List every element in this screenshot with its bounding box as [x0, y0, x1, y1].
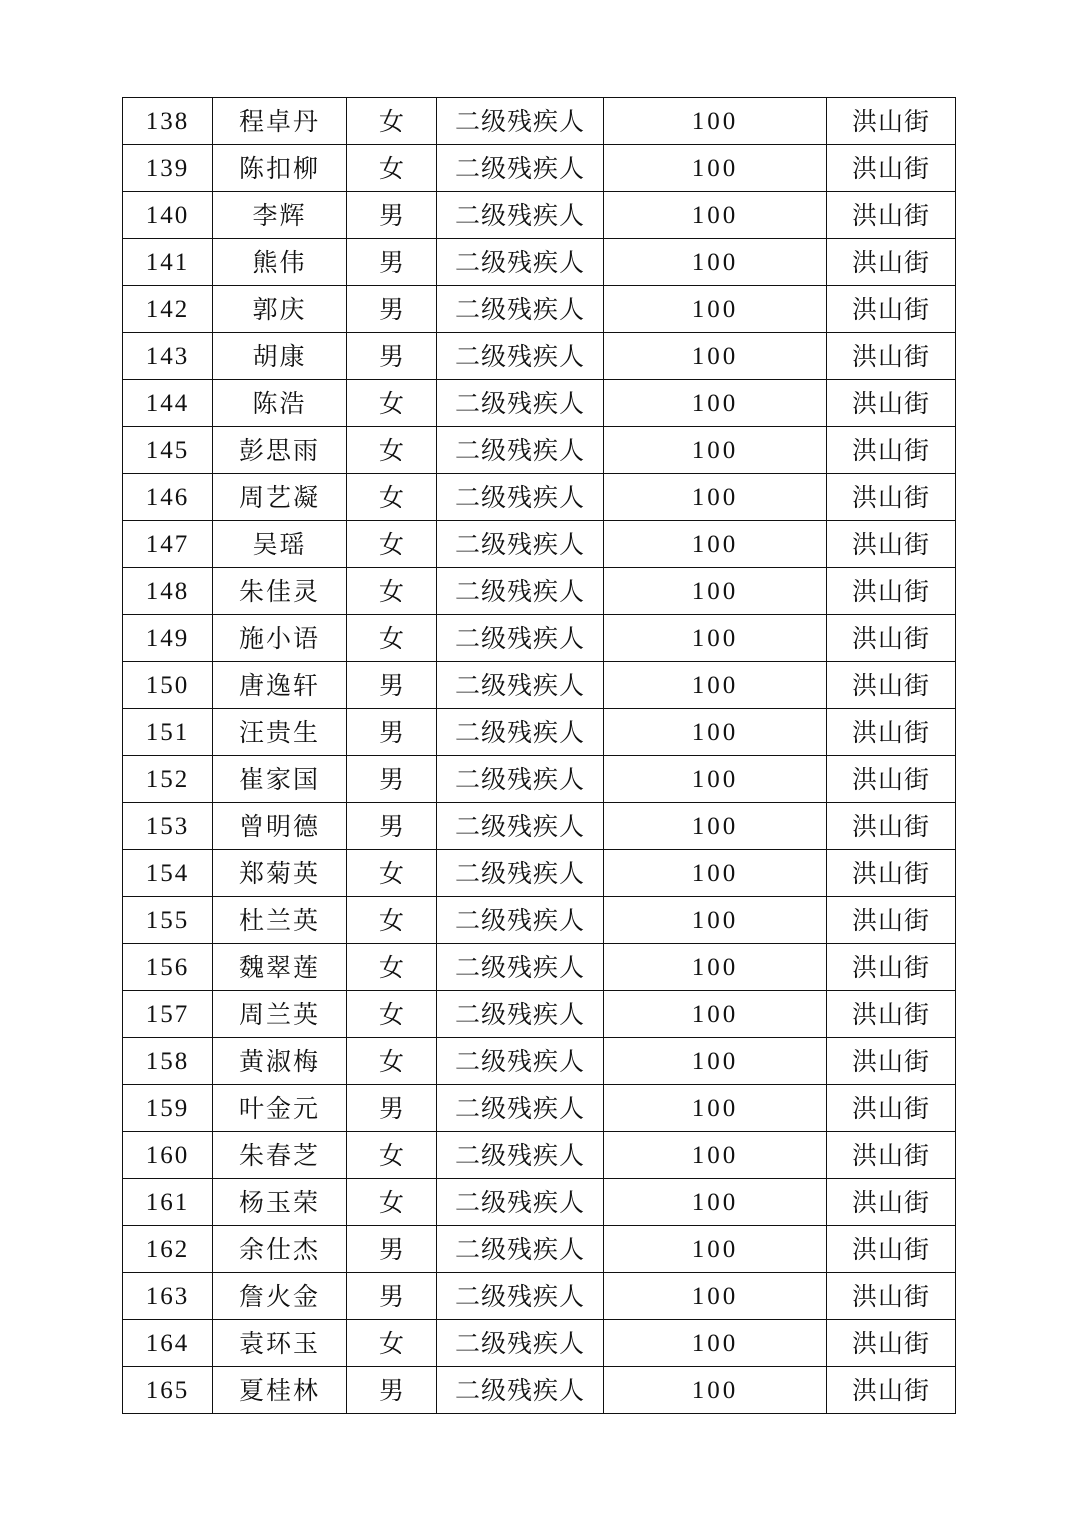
cell-disability-category: 二级残疾人 — [437, 850, 604, 897]
table-row — [123, 145, 956, 192]
cell-street: 洪山街 — [827, 474, 956, 521]
table-row — [123, 1038, 956, 1085]
cell-disability-category: 二级残疾人 — [437, 991, 604, 1038]
cell-street: 洪山街 — [827, 1367, 956, 1414]
cell-disability-category: 二级残疾人 — [437, 803, 604, 850]
cell-gender: 男 — [347, 1085, 437, 1132]
cell-street: 洪山街 — [827, 944, 956, 991]
cell-disability-category: 二级残疾人 — [437, 380, 604, 427]
cell-street: 洪山街 — [827, 239, 956, 286]
cell-name: 杜兰英 — [213, 897, 347, 944]
cell-amount: 100 — [604, 1226, 827, 1273]
cell-amount: 100 — [604, 333, 827, 380]
cell-street: 洪山街 — [827, 615, 956, 662]
cell-disability-category: 二级残疾人 — [437, 427, 604, 474]
cell-amount: 100 — [604, 239, 827, 286]
cell-street: 洪山街 — [827, 333, 956, 380]
cell-gender: 女 — [347, 991, 437, 1038]
cell-serial-number: 153 — [123, 803, 213, 850]
cell-gender: 女 — [347, 568, 437, 615]
table-row — [123, 615, 956, 662]
cell-gender: 男 — [347, 1367, 437, 1414]
cell-disability-category: 二级残疾人 — [437, 145, 604, 192]
cell-street: 洪山街 — [827, 1320, 956, 1367]
table-row — [123, 427, 956, 474]
cell-name: 陈浩 — [213, 380, 347, 427]
cell-name: 曾明德 — [213, 803, 347, 850]
cell-serial-number: 164 — [123, 1320, 213, 1367]
table-row — [123, 380, 956, 427]
cell-gender: 男 — [347, 1273, 437, 1320]
cell-serial-number: 165 — [123, 1367, 213, 1414]
cell-amount: 100 — [604, 1320, 827, 1367]
cell-gender: 女 — [347, 944, 437, 991]
cell-disability-category: 二级残疾人 — [437, 1367, 604, 1414]
cell-disability-category: 二级残疾人 — [437, 98, 604, 145]
cell-amount: 100 — [604, 521, 827, 568]
cell-name: 杨玉荣 — [213, 1179, 347, 1226]
cell-gender: 男 — [347, 803, 437, 850]
cell-amount: 100 — [604, 568, 827, 615]
cell-serial-number: 148 — [123, 568, 213, 615]
cell-serial-number: 154 — [123, 850, 213, 897]
cell-disability-category: 二级残疾人 — [437, 1179, 604, 1226]
table-row — [123, 897, 956, 944]
cell-street: 洪山街 — [827, 897, 956, 944]
cell-street: 洪山街 — [827, 1226, 956, 1273]
cell-amount: 100 — [604, 1085, 827, 1132]
table-row — [123, 709, 956, 756]
cell-disability-category: 二级残疾人 — [437, 333, 604, 380]
cell-disability-category: 二级残疾人 — [437, 521, 604, 568]
table-row — [123, 1273, 956, 1320]
cell-name: 朱春芝 — [213, 1132, 347, 1179]
cell-amount: 100 — [604, 1179, 827, 1226]
cell-disability-category: 二级残疾人 — [437, 756, 604, 803]
cell-name: 周艺凝 — [213, 474, 347, 521]
cell-serial-number: 151 — [123, 709, 213, 756]
cell-name: 熊伟 — [213, 239, 347, 286]
cell-street: 洪山街 — [827, 98, 956, 145]
cell-disability-category: 二级残疾人 — [437, 897, 604, 944]
cell-street: 洪山街 — [827, 192, 956, 239]
cell-amount: 100 — [604, 1038, 827, 1085]
cell-amount: 100 — [604, 662, 827, 709]
cell-amount: 100 — [604, 803, 827, 850]
cell-gender: 男 — [347, 1226, 437, 1273]
cell-amount: 100 — [604, 145, 827, 192]
cell-name: 汪贵生 — [213, 709, 347, 756]
cell-street: 洪山街 — [827, 1085, 956, 1132]
cell-name: 陈扣柳 — [213, 145, 347, 192]
cell-name: 郭庆 — [213, 286, 347, 333]
cell-serial-number: 139 — [123, 145, 213, 192]
cell-name: 黄淑梅 — [213, 1038, 347, 1085]
cell-gender: 男 — [347, 756, 437, 803]
cell-serial-number: 159 — [123, 1085, 213, 1132]
cell-serial-number: 162 — [123, 1226, 213, 1273]
cell-street: 洪山街 — [827, 427, 956, 474]
cell-disability-category: 二级残疾人 — [437, 1038, 604, 1085]
cell-name: 施小语 — [213, 615, 347, 662]
table-row — [123, 286, 956, 333]
cell-serial-number: 157 — [123, 991, 213, 1038]
table-row — [123, 850, 956, 897]
table-row — [123, 239, 956, 286]
cell-street: 洪山街 — [827, 1038, 956, 1085]
cell-name: 胡康 — [213, 333, 347, 380]
cell-serial-number: 138 — [123, 98, 213, 145]
cell-street: 洪山街 — [827, 1273, 956, 1320]
cell-name: 唐逸轩 — [213, 662, 347, 709]
cell-street: 洪山街 — [827, 662, 956, 709]
cell-gender: 男 — [347, 333, 437, 380]
cell-street: 洪山街 — [827, 145, 956, 192]
cell-gender: 女 — [347, 474, 437, 521]
cell-gender: 女 — [347, 145, 437, 192]
cell-name: 袁环玉 — [213, 1320, 347, 1367]
cell-serial-number: 144 — [123, 380, 213, 427]
cell-serial-number: 142 — [123, 286, 213, 333]
cell-gender: 女 — [347, 1320, 437, 1367]
cell-serial-number: 143 — [123, 333, 213, 380]
table-row — [123, 944, 956, 991]
cell-street: 洪山街 — [827, 521, 956, 568]
cell-serial-number: 145 — [123, 427, 213, 474]
cell-serial-number: 140 — [123, 192, 213, 239]
table-row — [123, 1226, 956, 1273]
cell-gender: 女 — [347, 850, 437, 897]
cell-serial-number: 150 — [123, 662, 213, 709]
roster-table — [122, 97, 956, 1414]
cell-serial-number: 149 — [123, 615, 213, 662]
cell-disability-category: 二级残疾人 — [437, 1085, 604, 1132]
table-row — [123, 662, 956, 709]
cell-serial-number: 146 — [123, 474, 213, 521]
table-row — [123, 1085, 956, 1132]
cell-amount: 100 — [604, 192, 827, 239]
cell-serial-number: 152 — [123, 756, 213, 803]
cell-name: 彭思雨 — [213, 427, 347, 474]
table-row — [123, 568, 956, 615]
table-row — [123, 333, 956, 380]
cell-serial-number: 160 — [123, 1132, 213, 1179]
cell-name: 周兰英 — [213, 991, 347, 1038]
cell-disability-category: 二级残疾人 — [437, 615, 604, 662]
cell-gender: 女 — [347, 427, 437, 474]
cell-gender: 女 — [347, 1179, 437, 1226]
cell-disability-category: 二级残疾人 — [437, 474, 604, 521]
cell-street: 洪山街 — [827, 709, 956, 756]
cell-gender: 男 — [347, 662, 437, 709]
cell-disability-category: 二级残疾人 — [437, 286, 604, 333]
table-row — [123, 474, 956, 521]
cell-amount: 100 — [604, 944, 827, 991]
cell-amount: 100 — [604, 756, 827, 803]
table-row — [123, 991, 956, 1038]
cell-amount: 100 — [604, 474, 827, 521]
cell-serial-number: 161 — [123, 1179, 213, 1226]
cell-gender: 女 — [347, 521, 437, 568]
cell-name: 叶金元 — [213, 1085, 347, 1132]
cell-street: 洪山街 — [827, 850, 956, 897]
cell-disability-category: 二级残疾人 — [437, 192, 604, 239]
cell-street: 洪山街 — [827, 380, 956, 427]
cell-disability-category: 二级残疾人 — [437, 1226, 604, 1273]
cell-serial-number: 163 — [123, 1273, 213, 1320]
cell-disability-category: 二级残疾人 — [437, 1132, 604, 1179]
cell-name: 魏翠莲 — [213, 944, 347, 991]
cell-disability-category: 二级残疾人 — [437, 709, 604, 756]
cell-street: 洪山街 — [827, 991, 956, 1038]
cell-gender: 女 — [347, 897, 437, 944]
cell-amount: 100 — [604, 286, 827, 333]
cell-name: 李辉 — [213, 192, 347, 239]
table-row — [123, 756, 956, 803]
cell-name: 程卓丹 — [213, 98, 347, 145]
cell-disability-category: 二级残疾人 — [437, 1273, 604, 1320]
cell-gender: 男 — [347, 709, 437, 756]
cell-amount: 100 — [604, 1273, 827, 1320]
roster-table-body — [123, 98, 956, 1414]
table-row — [123, 192, 956, 239]
cell-gender: 女 — [347, 380, 437, 427]
cell-amount: 100 — [604, 991, 827, 1038]
cell-name: 吴瑶 — [213, 521, 347, 568]
cell-amount: 100 — [604, 427, 827, 474]
table-row — [123, 803, 956, 850]
cell-amount: 100 — [604, 1132, 827, 1179]
cell-serial-number: 156 — [123, 944, 213, 991]
cell-disability-category: 二级残疾人 — [437, 1320, 604, 1367]
cell-serial-number: 158 — [123, 1038, 213, 1085]
cell-amount: 100 — [604, 615, 827, 662]
cell-serial-number: 147 — [123, 521, 213, 568]
cell-serial-number: 155 — [123, 897, 213, 944]
table-row — [123, 1132, 956, 1179]
cell-street: 洪山街 — [827, 1179, 956, 1226]
cell-disability-category: 二级残疾人 — [437, 944, 604, 991]
cell-gender: 男 — [347, 239, 437, 286]
table-row — [123, 1179, 956, 1226]
cell-disability-category: 二级残疾人 — [437, 568, 604, 615]
cell-name: 崔家国 — [213, 756, 347, 803]
cell-amount: 100 — [604, 850, 827, 897]
cell-street: 洪山街 — [827, 756, 956, 803]
cell-name: 朱佳灵 — [213, 568, 347, 615]
cell-name: 詹火金 — [213, 1273, 347, 1320]
cell-amount: 100 — [604, 98, 827, 145]
table-row — [123, 98, 956, 145]
cell-name: 郑菊英 — [213, 850, 347, 897]
cell-street: 洪山街 — [827, 1132, 956, 1179]
cell-disability-category: 二级残疾人 — [437, 662, 604, 709]
cell-name: 夏桂林 — [213, 1367, 347, 1414]
cell-amount: 100 — [604, 1367, 827, 1414]
table-row — [123, 1367, 956, 1414]
cell-gender: 女 — [347, 98, 437, 145]
cell-street: 洪山街 — [827, 803, 956, 850]
cell-gender: 女 — [347, 1038, 437, 1085]
cell-street: 洪山街 — [827, 568, 956, 615]
cell-gender: 男 — [347, 192, 437, 239]
cell-gender: 女 — [347, 1132, 437, 1179]
cell-street: 洪山街 — [827, 286, 956, 333]
cell-amount: 100 — [604, 380, 827, 427]
cell-gender: 男 — [347, 286, 437, 333]
cell-serial-number: 141 — [123, 239, 213, 286]
cell-name: 余仕杰 — [213, 1226, 347, 1273]
cell-disability-category: 二级残疾人 — [437, 239, 604, 286]
cell-amount: 100 — [604, 897, 827, 944]
cell-amount: 100 — [604, 709, 827, 756]
table-row — [123, 1320, 956, 1367]
table-row — [123, 521, 956, 568]
cell-gender: 女 — [347, 615, 437, 662]
